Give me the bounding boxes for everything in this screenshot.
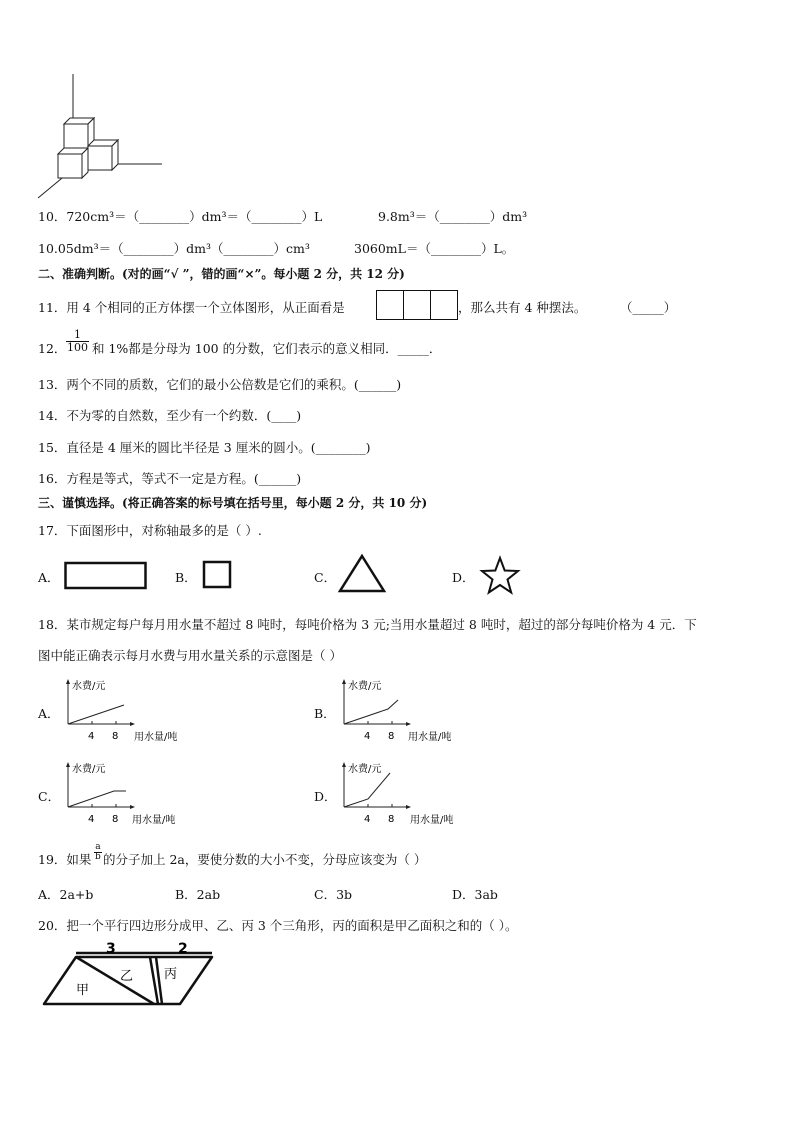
q17-text: 17．下面图形中，对称轴最多的是（ ）.: [38, 523, 262, 538]
q19-denominator: b: [95, 852, 101, 862]
q11-text-before: 11．用 4 个相同的正方体摆一个立体图形，从正面看是: [38, 300, 345, 315]
q18-c-ylabel: 水费/元: [72, 764, 106, 775]
q18-d-ylabel: 水费/元: [348, 764, 382, 775]
front-view-three-squares: [376, 290, 458, 320]
q13-text: 13．两个不同的质数，它们的最小公倍数是它们的乘积。(______): [38, 377, 402, 392]
q18-line1: 18．某市规定每户每月用水量不超过 8 吨时，每吨价格为 3 元;当用水量超过 8 吨时，超过的部分每吨价格为 4 元．下: [38, 617, 697, 632]
q12-fraction: [66, 329, 89, 354]
q18-graph-c: [62, 759, 192, 829]
q18-option-d-label: D．: [314, 789, 337, 804]
q18-a-tick8: 8: [112, 731, 119, 742]
q18-a-ylabel: 水费/元: [72, 681, 106, 692]
q18-d-tick4: 4: [364, 814, 371, 825]
q11-text-after: ，那么共有 4 种摆法。: [458, 300, 587, 315]
q12-number: 12．: [38, 341, 67, 356]
cube-stack-figure: [36, 74, 166, 202]
q14-text: 14．不为零的自然数，至少有一个约数．(____): [38, 408, 302, 423]
triangle-shape-icon: [338, 553, 386, 593]
q19-option-b: B．2ab: [175, 887, 221, 902]
q18-option-b-label: B．: [314, 706, 336, 721]
q10-line1b: 9.8m³＝（________）dm³: [378, 209, 528, 224]
q17-option-b-label: B．: [175, 570, 197, 585]
q17-option-d-label: D．: [452, 570, 475, 585]
q18-line2: 图中能正确表示每月水费与用水量关系的示意图是（ ）: [38, 648, 342, 663]
q18-b-xlabel: 用水量/吨: [408, 732, 452, 743]
q18-graph-b: [338, 676, 468, 746]
q11-blank: （_____）: [620, 300, 677, 315]
q19-fraction: [94, 843, 102, 862]
section-2-heading: 二、准确判断。(对的画“√ ”，错的画“×”。每小题 2 分，共 12 分): [38, 267, 405, 281]
q19-prefix: 19．如果: [38, 852, 92, 867]
star-shape-icon: [480, 556, 520, 594]
q18-a-tick4: 4: [88, 731, 95, 742]
q18-b-tick8: 8: [388, 731, 395, 742]
q15-text: 15．直径是 4 厘米的圆比半径是 3 厘米的圆小。(________): [38, 440, 371, 455]
q12-text: 和 1%都是分母为 100 的分数，它们表示的意义相同．_____．: [92, 341, 442, 356]
q18-graph-a: [62, 676, 192, 746]
q20-label-3: 3: [106, 941, 116, 957]
q18-c-tick4: 4: [88, 814, 95, 825]
q18-b-tick4: 4: [364, 731, 371, 742]
q17-option-a-label: A．: [38, 570, 60, 585]
square-shape-icon: [202, 560, 232, 590]
q16-text: 16．方程是等式，等式不一定是方程。(______): [38, 471, 302, 486]
q18-d-tick8: 8: [388, 814, 395, 825]
q20-text: 20．把一个平行四边形分成甲、乙、丙 3 个三角形，丙的面积是甲乙面积之和的（ ）。: [38, 918, 518, 933]
q20-label-yi: 乙: [120, 969, 134, 984]
rectangle-shape-icon: [64, 560, 148, 590]
q18-d-xlabel: 用水量/吨: [410, 815, 454, 826]
q12-denominator: 100: [67, 341, 88, 354]
q12-numerator: 1: [66, 329, 89, 342]
q19-suffix: 的分子加上 2a，要使分数的大小不变，分母应该变为（ ）: [103, 852, 427, 867]
q10-line2: 10.05dm³＝（________）dm³（________）cm³: [38, 241, 310, 256]
q20-label-jia: 甲: [76, 983, 90, 998]
q19-option-a: A．2a+b: [38, 887, 94, 902]
q18-graph-d: [338, 759, 468, 829]
q20-label-bing: 丙: [164, 967, 178, 982]
q10-line1: 10．720cm³＝（________）dm³＝（________）L: [38, 209, 323, 224]
q19-option-c: C．3b: [314, 887, 353, 902]
q18-a-xlabel: 用水量/吨: [134, 732, 178, 743]
q18-option-a-label: A．: [38, 706, 60, 721]
q19-option-d: D．3ab: [452, 887, 498, 902]
q18-c-xlabel: 用水量/吨: [132, 815, 176, 826]
q20-label-2: 2: [178, 941, 188, 957]
q19-numerator: a: [95, 842, 101, 852]
q18-option-c-label: C．: [38, 789, 61, 804]
section-3-heading: 三、谨慎选择。(将正确答案的标号填在括号里，每小题 2 分，共 10 分): [38, 496, 428, 510]
q18-b-ylabel: 水费/元: [348, 681, 382, 692]
q18-c-tick8: 8: [112, 814, 119, 825]
q10-line2b: 3060mL＝（________）L。: [354, 241, 515, 256]
parallelogram-figure: [40, 941, 220, 1008]
q17-option-c-label: C．: [314, 570, 337, 585]
